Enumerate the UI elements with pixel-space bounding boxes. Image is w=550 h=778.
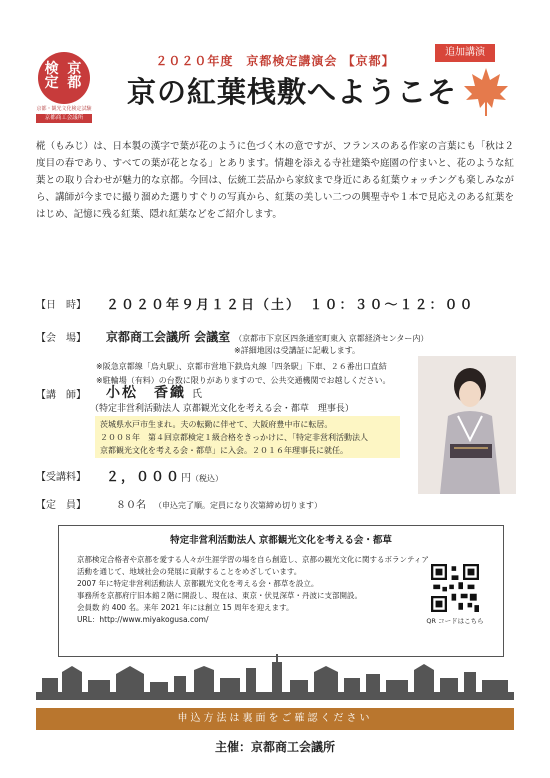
capacity-value: ８０名 (116, 500, 146, 511)
speaker-label: 【講 師】 (36, 390, 86, 401)
speaker-suffix: 氏 (192, 389, 202, 400)
intro-text: 椛（もみじ）は、日本製の漢字で葉が花のように色づく木の意ですが、フランスのある作家の言葉にも「秋は２度目の春であり、すべての葉が花となる」とあります。情趣を添える寺社建築や庭園の佇まいと、花のような紅葉との取り合わせが魅力的な京都。今回は、伝統工芸品から家紋まで身近にある紅葉ウォッチングも楽しみながら、講師が今までに撮り溜めた選りすぐりの写真から、紅葉の美しい二つの興聖寺や１本で見応えのある紅葉をはじめ、記憶に残る紅葉、隠れ紅葉などをご紹介します。 (36, 141, 514, 220)
access-note-1: ※阪急京都線「烏丸駅」、京都市営地下鉄烏丸線「四条駅」下車、２６番出口直結 (96, 362, 387, 371)
qr-caption: QR コードはこちら (426, 617, 484, 625)
info-line-3: 2007 年に特定非営利活動法人 京都観光文化を考える会・都草を設立。 (77, 579, 319, 588)
speaker-photo (418, 356, 516, 494)
date-value: ２０２０年９月１２日（土） １０：３０～１２：００ (106, 298, 475, 313)
maple-leaf-icon (462, 66, 510, 118)
info-line-4: 事務所を京都府庁旧本館２階に開設し、現在は、東京・伏見深草・丹波に支部開設。 (77, 591, 362, 600)
seal-line-2: 定 都 (44, 75, 84, 91)
kyoto-skyline-illustration (36, 652, 514, 700)
bio-line-1: 茨城県水戸市生まれ。夫の転勤に伴せて、大阪府豊中市に転居。 (100, 420, 333, 429)
bio-line-2: ２００８年 第４回京都検定１級合格をきっかけに、「特定非営利活動法人 (100, 433, 368, 442)
date-label: 【日 時】 (36, 300, 86, 311)
fee-unit: 円 (181, 473, 192, 484)
map-note: ※詳細地図は受講証に記載します。 (234, 346, 361, 355)
venue-label: 【会 場】 (36, 333, 86, 344)
info-line-5: 会員数 約 400 名。来年 2021 年には創立 15 周年を迎えます。 (77, 603, 294, 612)
info-heading: 特定非営利活動法人 京都観光文化を考える会・都草 (170, 535, 392, 546)
seal-line-1: 検 京 (44, 61, 84, 77)
speaker-affiliation: （特定非営利活動法人 京都観光文化を考える会・都草 理事長） (90, 404, 354, 414)
additional-lecture-badge: 追加講演 (435, 44, 495, 62)
page-title: 京の紅葉桟敷へようこそ (126, 75, 457, 109)
event-subtitle: ２０２０年度 京都検定講演会 【京都】 (155, 54, 395, 68)
fee-value: ２，０００ (106, 470, 182, 485)
qr-code-icon[interactable] (431, 564, 479, 612)
venue-address: （京都市下京区四条通室町東入 京都経済センター内） (234, 334, 429, 343)
seal-tag: 京都商工会議所 (36, 114, 92, 123)
fee-label: 【受講料】 (36, 472, 86, 483)
capacity-note: （申込完了順。定員になり次第締め切ります） (154, 501, 322, 510)
fee-tax: （税込） (191, 474, 224, 483)
info-line-2: 活動を通じて、地域社会の発展に貢献することをめざしています。 (77, 567, 302, 576)
speaker-bio (95, 416, 400, 458)
organization-info-box (58, 525, 504, 657)
access-note-2: ※駐輪場（有料）の台数に限りがありますので、公共交通機関でお越しください。 (96, 376, 391, 385)
info-url-link[interactable]: URL：http://www.miyakogusa.com/ (77, 615, 209, 624)
host-organizer: 主催：京都商工会議所 (214, 740, 335, 754)
speaker-name: 小松 香織 (106, 385, 186, 401)
info-line-1: 京都検定合格者や京都を愛する人々が生涯学習の場を自ら創造し、京都の観光文化に関するボランティア (77, 555, 429, 564)
capacity-label: 【定 員】 (36, 500, 86, 511)
venue-name: 京都商工会議所 会議室 (106, 330, 231, 344)
seal-subtext: 京都・観光文化検定試験 (36, 106, 92, 112)
bio-line-3: 京都観光文化を考える会・都草」に入会。２０１６年理事長に就任。 (100, 446, 348, 455)
application-method-banner: 申込方法は裏面をご確認ください (36, 708, 514, 730)
